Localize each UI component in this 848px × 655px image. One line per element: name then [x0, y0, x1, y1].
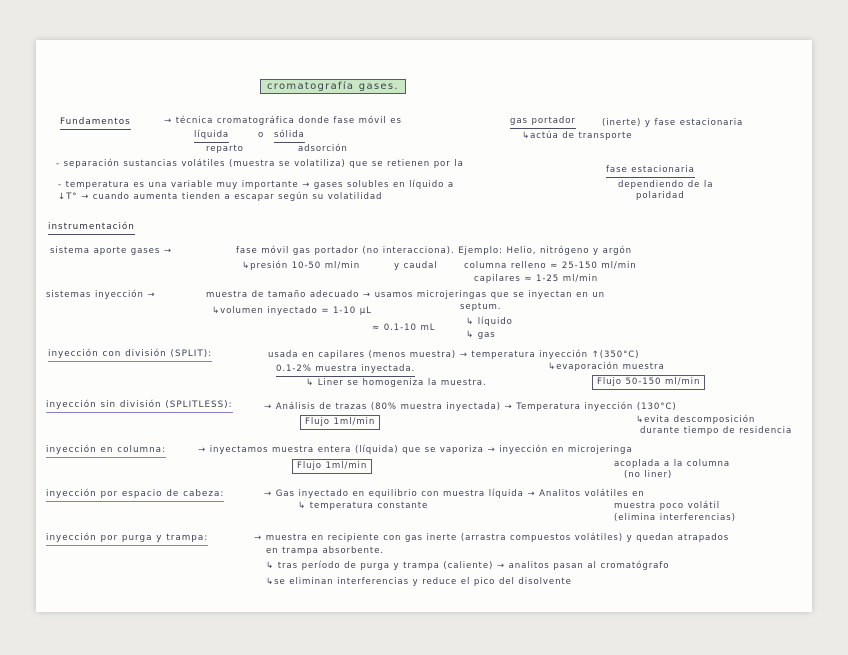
- cabeza-temperatura: ↳ temperatura constante: [298, 501, 429, 511]
- sistema-aporte-line1: fase móvil gas portador (no interacciona). Ejemplo: Helio, nitrógeno y argón: [236, 246, 632, 256]
- columna-line1: → inyectamos muestra entera (líquida) que se vaporiza → inyección en microjeringa: [198, 445, 633, 455]
- o-connector: o: [258, 130, 265, 140]
- cabeza-line1: → Gas inyectado en equilibrio con muestra líquida → Analitos volátiles en: [264, 489, 645, 499]
- page-title: cromatografía gases.: [260, 79, 406, 94]
- adsorcion: adsorción: [298, 144, 348, 154]
- cabeza-muestra: muestra poco volátil: [614, 501, 721, 511]
- caudal: y caudal: [394, 261, 438, 271]
- split-line1: usada en capilares (menos muestra) → temperatura inyección ↑(350°C): [268, 350, 640, 360]
- columna-acoplada: acoplada a la columna: [614, 459, 730, 469]
- splitless-flujo-box: Flujo 1ml/min: [300, 415, 380, 430]
- sistema-aporte-label: sistema aporte gases →: [50, 246, 172, 256]
- section-fundamentos: Fundamentos: [60, 117, 131, 130]
- solida: sólida: [274, 130, 305, 143]
- temperatura-line1: - temperatura es una variable muy importante → gases solubles en líquido a: [58, 180, 455, 190]
- notes-page: [36, 40, 812, 612]
- volumen-inyectado: ↳volumen inyectado = 1-10 μL: [212, 306, 372, 316]
- split-evaporacion: ↳evaporación muestra: [548, 362, 665, 372]
- columna-no-liner: (no liner): [624, 470, 673, 480]
- sistemas-inyeccion-label: sistemas inyección →: [46, 290, 156, 300]
- volumen-gas-ml: ≈ 0.1-10 mL: [372, 323, 436, 333]
- presion: ↳presión 10-50 ml/min: [242, 261, 361, 271]
- fundamentos-line1-end: (inerte) y fase estacionaria: [602, 118, 744, 128]
- sistemas-inyeccion-line1: muestra de tamaño adecuado → usamos microjeringas que se inyectan en un: [206, 290, 605, 300]
- septum: septum.: [460, 302, 502, 312]
- splitless-line1: → Análisis de trazas (80% muestra inyectada) → Temperatura inyección (130°C): [264, 402, 677, 412]
- split-flujo-box: Flujo 50-150 ml/min: [592, 375, 705, 390]
- reparto: reparto: [206, 144, 244, 154]
- section-split: inyección con división (SPLIT):: [48, 349, 212, 362]
- volumen-gas: ↳ gas: [466, 330, 496, 340]
- liquida: líquida: [194, 130, 229, 143]
- polaridad: polaridad: [636, 191, 685, 201]
- purga-line3: ↳ tras período de purga y trampa (caliente) → analitos pasan al cromatógrafo: [266, 561, 670, 571]
- caudal-columna: columna relleno ≈ 25-150 ml/min: [464, 261, 637, 271]
- fase-estacionaria: fase estacionaria: [606, 165, 695, 178]
- purga-line1: → muestra en recipiente con gas inerte (arrastra compuestos volátiles) y quedan atrapados: [254, 533, 730, 543]
- section-espacio-cabeza: inyección por espacio de cabeza:: [46, 489, 224, 502]
- section-columna: inyección en columna:: [46, 445, 166, 458]
- section-purga-trampa: inyección por purga y trampa:: [46, 533, 208, 546]
- splitless-durante: durante tiempo de residencia: [640, 426, 793, 436]
- purga-line2: en trampa absorbente.: [266, 546, 384, 556]
- section-instrumentacion: instrumentación: [48, 222, 135, 235]
- separacion-line: - separación sustancias volátiles (muestra se volatiliza) que se retienen por la: [56, 159, 464, 169]
- section-splitless: inyección sin división (SPLITLESS):: [46, 400, 233, 413]
- gas-portador: gas portador: [510, 116, 576, 129]
- splitless-evita: ↳evita descomposición: [636, 415, 756, 425]
- split-liner: ↳ Liner se homogeniza la muestra.: [306, 378, 487, 388]
- fundamentos-line1: → técnica cromatográfica donde fase móvil es: [164, 116, 402, 126]
- columna-flujo-box: Flujo 1ml/min: [292, 459, 372, 474]
- cabeza-elimina: (elimina interferencias): [614, 513, 736, 523]
- dependiendo: dependiendo de la: [618, 180, 714, 190]
- temperatura-line2: ↓T° → cuando aumenta tienden a escapar según su volatilidad: [58, 192, 383, 202]
- caudal-capilares: capilares ≈ 1-25 ml/min: [474, 274, 599, 284]
- split-percentage: 0.1-2% muestra inyectada.: [276, 364, 415, 377]
- volumen-liquido: ↳ líquido: [466, 317, 513, 327]
- actua-transporte: ↳actúa de transporte: [522, 131, 633, 141]
- purga-line4: ↳se eliminan interferencias y reduce el pico del disolvente: [266, 577, 572, 587]
